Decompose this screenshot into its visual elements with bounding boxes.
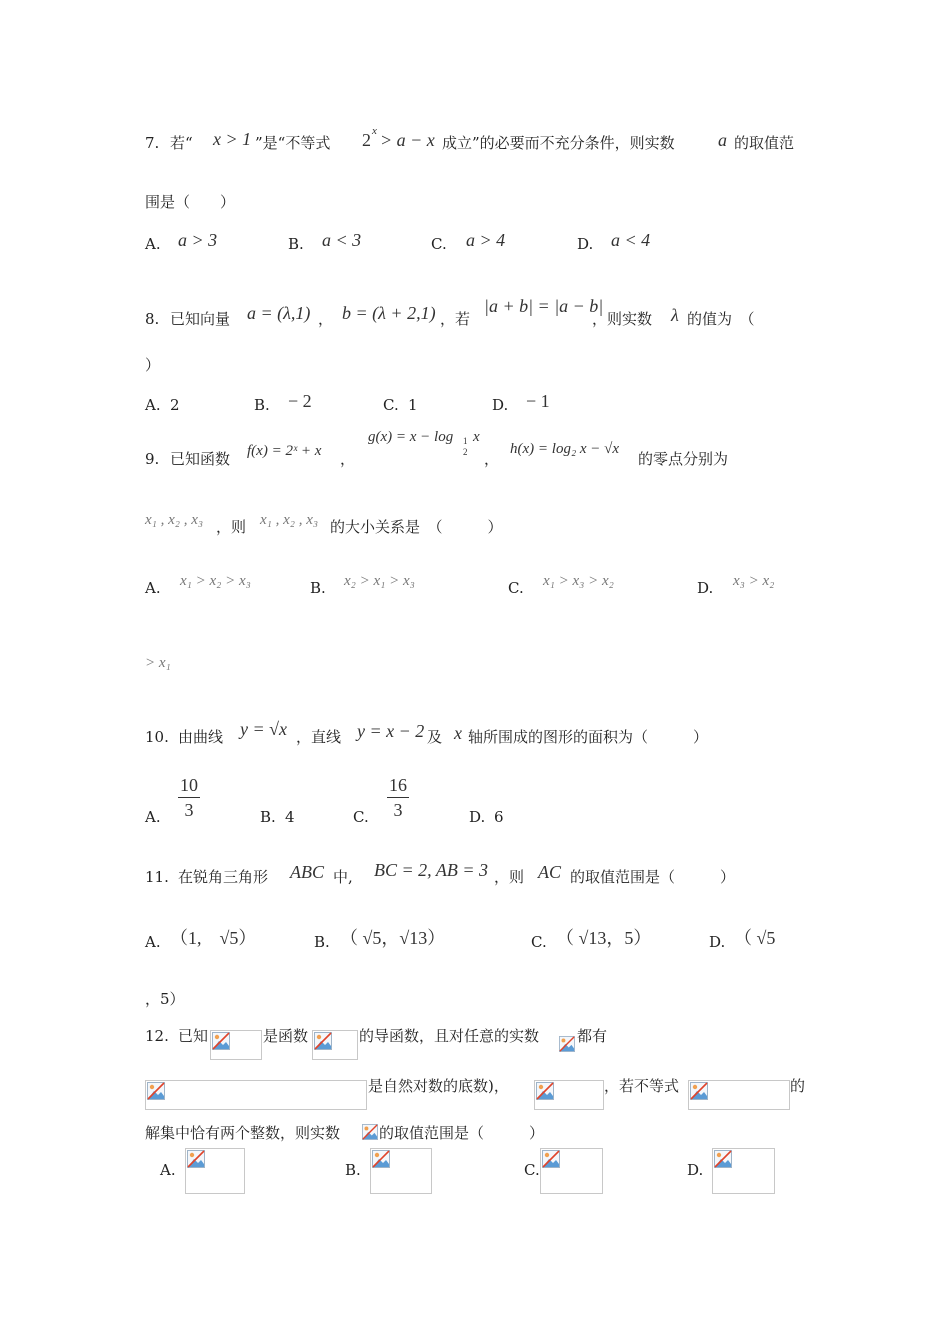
q11-text-post: 的取值范围是（ ）: [570, 868, 736, 886]
q9-option-c-label: C.: [508, 579, 524, 597]
q12-option-a-image: [185, 1148, 245, 1194]
broken-image-icon: [212, 1032, 230, 1050]
q10-text-pre: 由曲线: [178, 728, 224, 746]
q7-math-inequality: > a − x: [380, 130, 435, 150]
q8-math-lambda: λ: [671, 305, 679, 325]
q7-text-pre: 若“: [170, 134, 193, 152]
q9-math-g: g(x) = x − log: [368, 429, 454, 445]
q10-text-mid2: 及: [427, 728, 443, 746]
q8-line2: ）: [145, 356, 161, 374]
q11-option-a: （1, √5）: [170, 928, 257, 948]
q9-math-g-sub-den: 2: [463, 447, 468, 457]
q9-text-sep1: ，: [340, 450, 356, 468]
q8-text-sep: ，: [318, 310, 334, 328]
q8-option-d-label: D.: [492, 396, 509, 414]
q12-text-7: 的: [790, 1077, 806, 1095]
q10-option-a-label: A.: [145, 808, 161, 826]
q7-option-c: a > 4: [466, 230, 506, 250]
q10-option-c-denominator: 3: [393, 800, 403, 820]
q11-text-pre: 在锐角三角形: [178, 868, 269, 886]
q9-math-vars-1: x₁ , x₂ , x₃: [145, 512, 204, 528]
q7-math-exp: x: [372, 125, 377, 137]
q11-math-ac: AC: [538, 862, 562, 882]
q7-math-a: a: [718, 130, 727, 150]
q10-text-mid: ，直线: [296, 728, 342, 746]
q11-option-c-label: C.: [531, 933, 547, 951]
q12-option-b-image: [370, 1148, 432, 1194]
q8-math-vector-b: b = (λ + 2,1): [342, 303, 436, 323]
q10-text-post: 轴所围成的图形的面积为（ ）: [468, 728, 709, 746]
q10-option-c-label: C.: [353, 808, 369, 826]
q11-number: 11.: [145, 868, 169, 886]
q12-formula-image-6: [688, 1080, 790, 1110]
q12-formula-image-3: [559, 1036, 576, 1056]
q8-math-vector-a: a = (λ,1): [247, 303, 311, 323]
q12-formula-image-2: [312, 1030, 358, 1060]
q11-text-mid: 中,: [333, 868, 353, 886]
q7-number: 7.: [145, 134, 160, 152]
q9-option-d-wrap: > x₁: [145, 655, 171, 671]
q12-option-b-label: B.: [345, 1161, 361, 1179]
q7-option-b: a < 3: [322, 230, 362, 250]
broken-image-icon: [559, 1036, 575, 1052]
q9-math-f: f(x) = 2ˣ + x: [247, 443, 322, 459]
q12-text-8: 解集中恰有两个整数，则实数: [145, 1124, 341, 1142]
q7-option-b-label: B.: [288, 235, 304, 253]
q8-option-c: 1: [408, 396, 418, 414]
q12-text-4: 都有: [577, 1027, 608, 1045]
q12-text-6: ，若不等式: [604, 1077, 680, 1095]
q12-formula-image-4: [145, 1080, 367, 1110]
q9-option-a: x₁ > x₂ > x₃: [180, 573, 251, 589]
q7-math-condition: x > 1: [213, 129, 252, 149]
broken-image-icon: [690, 1082, 708, 1100]
q9-number: 9.: [145, 450, 160, 468]
q9-option-b: x₂ > x₁ > x₃: [344, 573, 415, 589]
q10-option-d-label: D.: [469, 808, 486, 826]
broken-image-icon: [536, 1082, 554, 1100]
broken-image-icon: [542, 1150, 560, 1168]
q10-option-b-label: B.: [260, 808, 276, 826]
q8-text-pre: 已知向量: [170, 310, 231, 328]
q10-option-c-numerator: 16: [389, 775, 407, 795]
q11-option-b: （ √5，√13）: [340, 928, 446, 948]
q12-text-2: 是函数: [263, 1027, 309, 1045]
q9-text-post: 的零点分别为: [638, 450, 729, 468]
q9-option-a-label: A.: [145, 579, 161, 597]
broken-image-icon: [147, 1082, 165, 1100]
q10-option-a-numerator: 10: [180, 775, 198, 795]
q11-math-sides: BC = 2, AB = 3: [374, 860, 488, 880]
q12-number: 12.: [145, 1027, 169, 1045]
q11-option-d-wrap: ，5）: [145, 990, 185, 1008]
q12-option-a-label: A.: [160, 1161, 176, 1179]
q11-math-triangle: ABC: [290, 862, 324, 882]
q12-formula-image-5: [534, 1080, 604, 1110]
q9-math-vars-2: x₁ , x₂ , x₃: [260, 512, 319, 528]
q10-option-c-fraction: [387, 776, 409, 819]
q7-math-base: 2: [362, 130, 371, 150]
q12-option-d-label: D.: [687, 1161, 704, 1179]
broken-image-icon: [187, 1150, 205, 1168]
q9-option-b-label: B.: [310, 579, 326, 597]
q8-text-post: ，则实数: [592, 310, 653, 328]
q11-text-mid2: ，则: [494, 868, 525, 886]
q10-math-x: x: [454, 723, 462, 743]
q9-text-sep2: ，: [484, 450, 500, 468]
q12-option-d-image: [712, 1148, 775, 1194]
q8-text-mid: ，若: [440, 310, 471, 328]
q9-math-h: h(x) = log₂ x − √x: [510, 441, 620, 457]
q11-option-a-label: A.: [145, 933, 161, 951]
q8-number: 8.: [145, 310, 160, 328]
q12-text-1: 已知: [178, 1027, 209, 1045]
q8-option-c-label: C.: [383, 396, 399, 414]
q12-option-c-label: C.: [524, 1161, 540, 1179]
broken-image-icon: [362, 1124, 378, 1140]
q10-option-a-denominator: 3: [184, 800, 194, 820]
q10-option-a-fraction: [178, 776, 200, 819]
q10-option-d: 6: [494, 808, 504, 826]
broken-image-icon: [372, 1150, 390, 1168]
q11-option-d: （ √5: [734, 928, 776, 948]
q9-text-pre: 已知函数: [170, 450, 231, 468]
q11-option-b-label: B.: [314, 933, 330, 951]
q8-option-b: − 2: [288, 391, 312, 411]
q9-text-then: ，则: [216, 518, 247, 536]
broken-image-icon: [314, 1032, 332, 1050]
q11-option-c: （ √13，5）: [556, 928, 652, 948]
q9-text-question: 的大小关系是 （ ）: [330, 518, 503, 536]
q12-formula-image-7: [362, 1124, 379, 1144]
q7-text-mid: ”是“不等式: [255, 134, 331, 152]
q10-option-b: 4: [285, 808, 295, 826]
q8-text-post2: 的值为 （: [687, 310, 755, 328]
q9-math-g-x: x: [473, 429, 480, 445]
q8-option-b-label: B.: [254, 396, 270, 414]
q8-math-condition: |a + b| = |a − b|: [484, 296, 604, 316]
q12-formula-image-1: [210, 1030, 262, 1060]
q9-option-d-label: D.: [697, 579, 714, 597]
q8-option-a: 2: [170, 396, 180, 414]
q8-option-d: − 1: [526, 391, 550, 411]
q7-option-d-label: D.: [577, 235, 594, 253]
broken-image-icon: [714, 1150, 732, 1168]
q7-text-mid2: 成立”的必要而不充分条件，则实数: [442, 134, 675, 152]
q9-option-c: x₁ > x₃ > x₂: [543, 573, 614, 589]
q7-option-c-label: C.: [431, 235, 447, 253]
q12-option-c-image: [540, 1148, 603, 1194]
q9-math-g-sub-num: 1: [463, 436, 468, 446]
q12-text-9: 的取值范围是（ ）: [379, 1124, 545, 1142]
q8-option-a-label: A.: [145, 396, 161, 414]
q12-text-5: 是自然对数的底数)，: [368, 1077, 509, 1095]
q7-line2: 围是（ ）: [145, 193, 236, 211]
q10-math-curve: y = √x: [240, 719, 288, 739]
q7-option-a-label: A.: [145, 235, 161, 253]
q7-option-a: a > 3: [178, 230, 218, 250]
q10-math-line: y = x − 2: [357, 721, 425, 741]
q12-text-3: 的导函数，且对任意的实数: [359, 1027, 540, 1045]
q7-text-post: 的取值范: [734, 134, 795, 152]
q7-option-d: a < 4: [611, 230, 651, 250]
q9-option-d: x₃ > x₂: [733, 573, 775, 589]
q10-number: 10.: [145, 728, 169, 746]
q11-option-d-label: D.: [709, 933, 726, 951]
